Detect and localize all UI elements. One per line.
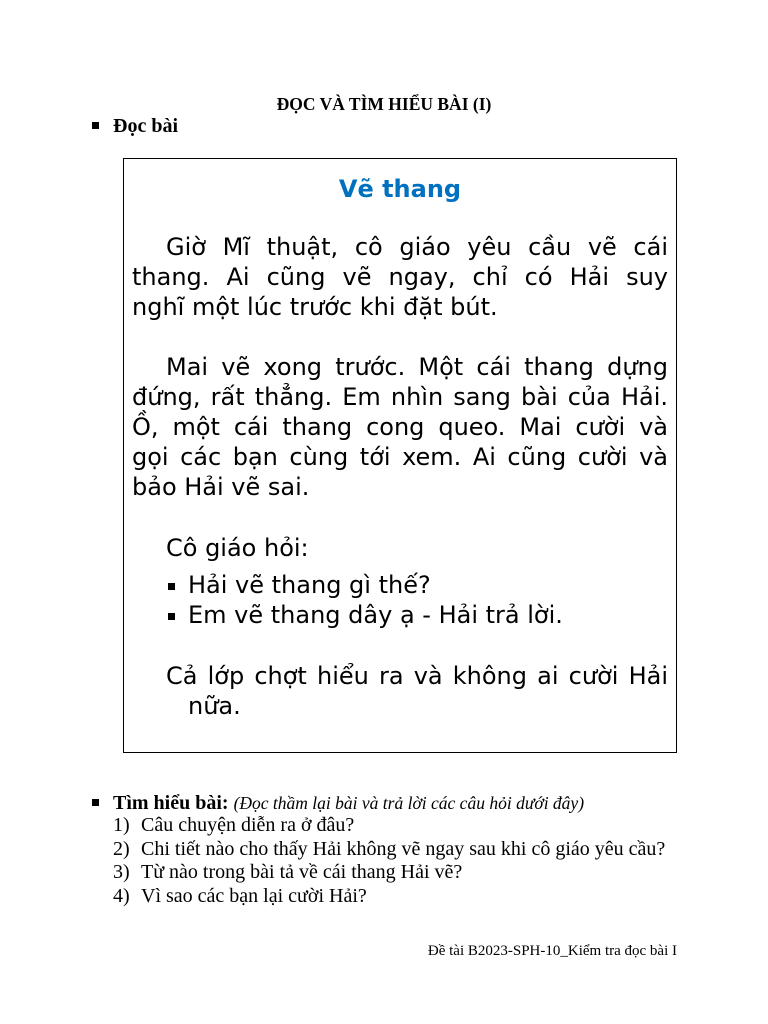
dialogue-text: Em vẽ thang dây ạ - Hải trả lời.: [188, 601, 563, 629]
question-number: 4): [113, 884, 130, 907]
list-item: [113, 838, 665, 862]
question-list: [113, 814, 665, 908]
reading-section-heading: [113, 114, 178, 138]
question-number: 3): [113, 861, 130, 884]
story-line: Mai vẽ xong trước. Một cái thang dựng: [166, 353, 668, 381]
story-line: bảo Hải vẽ sai.: [132, 473, 310, 501]
story-line: nghĩ một lúc trước khi đặt bút.: [132, 293, 498, 321]
question-text: Chi tiết nào cho thấy Hải không vẽ ngay sau khi cô giáo yêu cầu?: [141, 837, 666, 860]
dialogue-text: Hải vẽ thang gì thế?: [188, 571, 431, 599]
story-title: Vẽ thang: [338, 175, 462, 203]
story-line: nữa.: [188, 692, 241, 720]
question-text: Vì sao các bạn lại cười Hải?: [141, 884, 367, 907]
square-bullet-icon: [92, 122, 99, 129]
story-line: gọi các bạn cùng tới xem. Ai cũng cười và: [132, 443, 668, 471]
question-number: 1): [113, 814, 130, 836]
dialogue-list: [132, 570, 668, 630]
comprehension-instruction: (Đọc thầm lại bài và trả lời các câu hỏi dưới đây): [233, 793, 585, 813]
question-text: Từ nào trong bài tả về cái thang Hải vẽ?: [141, 861, 463, 884]
comprehension-section-heading: [113, 791, 584, 815]
question-intro: Cô giáo hỏi:: [166, 534, 309, 562]
story-box: [123, 158, 677, 753]
square-bullet-icon: [92, 799, 99, 806]
story-line: Giờ Mĩ thuật, cô giáo yêu cầu vẽ cái: [166, 233, 668, 261]
story-paragraph-1: [132, 232, 668, 322]
reading-heading: Đọc bài: [113, 115, 178, 137]
page-footer: Đề tài B2023-SPH-10_Kiểm tra đọc bài I: [427, 943, 677, 959]
square-bullet-icon: [168, 613, 175, 620]
question-number: 2): [113, 837, 130, 860]
comprehension-heading: Tìm hiểu bài:: [113, 792, 229, 814]
list-item: [113, 885, 665, 909]
square-bullet-icon: [168, 583, 175, 590]
dialogue-item: [132, 600, 668, 630]
story-line: Ồ, một cái thang cong queo. Mai cười và: [132, 413, 668, 441]
dialogue-item: [132, 570, 668, 600]
story-line: Cả lớp chợt hiểu ra và không ai cười Hải: [166, 662, 668, 690]
list-item: [113, 861, 665, 885]
story-line: thang. Ai cũng vẽ ngay, chỉ có Hải suy: [132, 263, 668, 291]
story-paragraph-2: [132, 352, 668, 502]
story-line: đứng, rất thẳng. Em nhìn sang bài của Hải.: [132, 383, 668, 411]
question-text: Câu chuyện diễn ra ở đâu?: [141, 814, 355, 836]
story-closing: [132, 661, 668, 721]
page-title: ĐỌC VÀ TÌM HIỂU BÀI (I): [276, 94, 492, 114]
list-item: [113, 814, 665, 838]
